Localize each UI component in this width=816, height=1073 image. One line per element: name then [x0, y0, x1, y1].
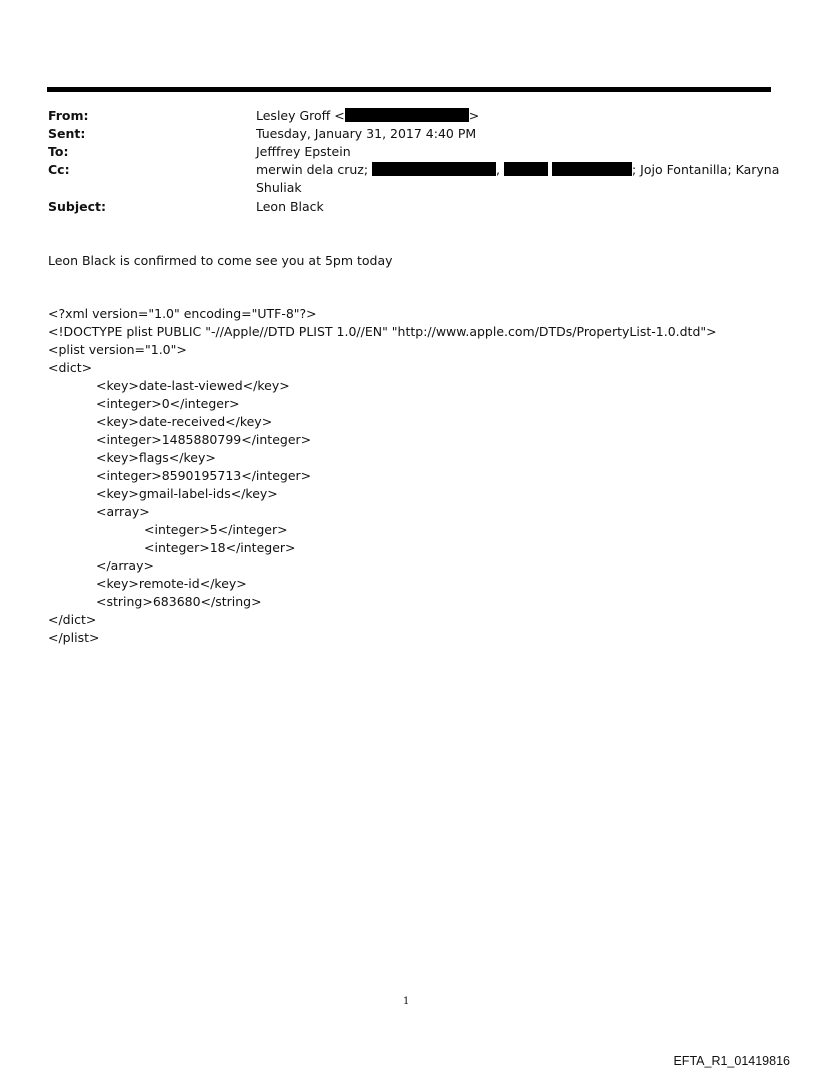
- redaction-box: [345, 108, 469, 122]
- plist-line: <integer>5</integer>: [144, 522, 288, 537]
- plist-line: <string>683680</string>: [96, 594, 262, 609]
- plist-line: <key>flags</key>: [96, 450, 216, 465]
- cc-rest: ; Jojo Fontanilla; Karyna: [631, 162, 780, 177]
- from-value: [256, 107, 776, 125]
- plist-line: <key>gmail-label-ids</key>: [96, 486, 278, 501]
- sent-value: Tuesday, January 31, 2017 4:40 PM: [256, 126, 477, 141]
- subject-label: Subject:: [48, 199, 106, 214]
- redaction-box: [504, 162, 548, 176]
- plist-line: <integer>0</integer>: [96, 396, 240, 411]
- plist-line: <key>remote-id</key>: [96, 576, 247, 591]
- from-label: From:: [48, 108, 89, 123]
- from-name: Lesley Groff <: [256, 108, 345, 123]
- cc-separator: ,: [496, 162, 504, 177]
- plist-line: <integer>8590195713</integer>: [96, 468, 312, 483]
- cc-value: [256, 161, 780, 179]
- to-value: Jefffrey Epstein: [256, 144, 351, 159]
- plist-line: <dict>: [48, 360, 93, 375]
- to-label: To:: [48, 144, 69, 159]
- plist-line: <?xml version="1.0" encoding="UTF-8"?>: [48, 306, 317, 321]
- plist-line: <key>date-received</key>: [96, 414, 273, 429]
- page-number: 1: [403, 996, 410, 1007]
- plist-line: <array>: [96, 504, 150, 519]
- cc-value-line2: Shuliak: [256, 180, 302, 195]
- plist-line: </array>: [96, 558, 154, 573]
- subject-value: Leon Black: [256, 199, 324, 214]
- header-divider: [47, 87, 771, 92]
- plist-line: <integer>18</integer>: [144, 540, 296, 555]
- plist-line: </dict>: [48, 612, 97, 627]
- from-suffix: >: [468, 108, 480, 123]
- plist-line: <integer>1485880799</integer>: [96, 432, 312, 447]
- plist-line: <!DOCTYPE plist PUBLIC "-//Apple//DTD PLIST 1.0//EN" "http://www.apple.com/DTDs/PropertyList-1.0.dtd">: [48, 324, 717, 339]
- cc-label: Cc:: [48, 162, 70, 177]
- message-text: Leon Black is confirmed to come see you at 5pm today: [48, 253, 393, 268]
- plist-line: </plist>: [48, 630, 100, 645]
- redaction-box: [372, 162, 496, 176]
- redaction-box: [552, 162, 632, 176]
- plist-line: <key>date-last-viewed</key>: [96, 378, 290, 393]
- plist-line: <plist version="1.0">: [48, 342, 187, 357]
- cc-first: merwin dela cruz;: [256, 162, 373, 177]
- document-id: EFTA_R1_01419816: [673, 1054, 790, 1068]
- sent-label: Sent:: [48, 126, 86, 141]
